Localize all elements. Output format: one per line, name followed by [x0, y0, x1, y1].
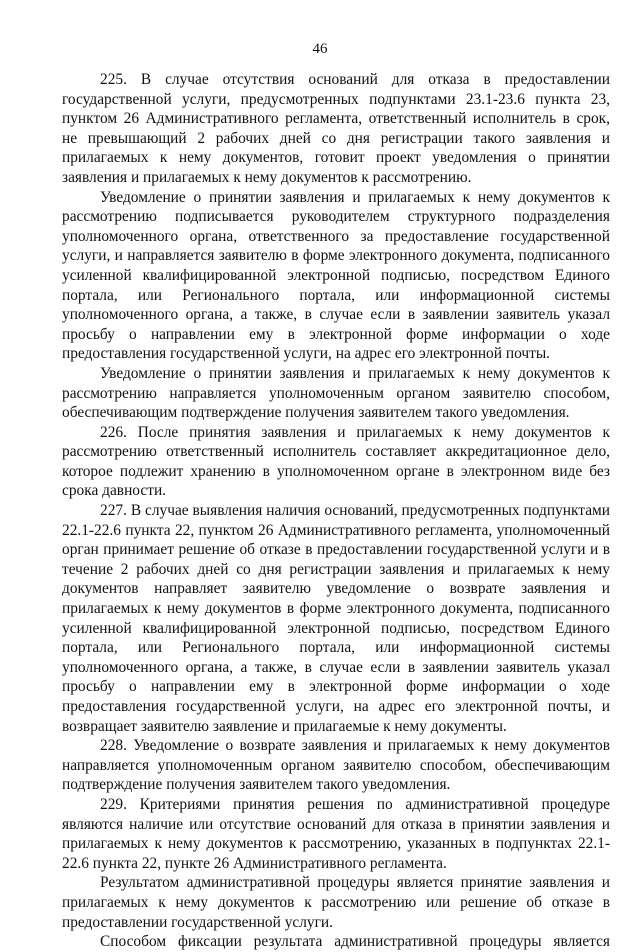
page-number: 46: [312, 41, 328, 57]
paragraph-notice-signing: Уведомление о принятии заявления и прилагаемых к нему документов к рассмотрению подписывается руководителем структурного подразделения уполномоченного органа, ответственного за предоставление государственной услуги, и направляется заявителю в форме электронного документа, подписанного усиленной квалифицированной электронной подписью, посредством Единого портала, или Регионального портала, или информационной системы уполномоченного органа, а также, в случае если в заявлении заявитель указал просьбу о направлении ему в электронной форме информации о ходе предоставления государственной услуги, на адрес его электронной почты.: [62, 188, 610, 363]
paragraph-228: 228. Уведомление о возврате заявления и прилагаемых к нему документов направляется уполномоченным органом заявителю способом, обеспечивающим подтверждение получения заявителем такого уведомления.: [62, 737, 610, 794]
paragraph-229: 229. Критериями принятия решения по административной процедуре являются наличие или отсутствие оснований для отказа в принятии заявления и прилагаемых к нему документов к рассмотрению, указанных в подпунктах 22.1-22.6 пункта 22, пункте 26 Административного регламента.: [62, 795, 610, 872]
paragraph-225: 225. В случае отсутствия оснований для отказа в предоставлении государственной услуги, предусмотренных подпунктами 23.1-23.6 пункта 23, пунктом 26 Административного регламента, ответственный исполнитель в срок, не превышающий 2 рабочих дней со дня регистрации такого заявления и прилагаемых к нему документов, готовит проект уведомления о принятии заявления и прилагаемых к нему документов к рассмотрению.: [62, 71, 610, 186]
paragraph-227: 227. В случае выявления наличия оснований, предусмотренных подпунктами 22.1-22.6 пункта 22, пунктом 26 Административного регламента, уполномоченный орган принимает решение об отказе в предоставлении государственной услуги и в течение 2 рабочих дней со дня регистрации заявления и прилагаемых к нему документов направляет заявителю уведомление о возврате заявления и прилагаемых к нему документов в форме электронного документа, подписанного усиленной квалифицированной электронной подписью, посредством Единого портала, или Регионального портала, или информационной системы уполномоченного органа, а также, в случае если в заявлении заявитель указал просьбу о направлении ему в электронной форме информации о ходе предоставления государственной услуги, на адрес его электронной почты, и возвращает заявителю заявление и прилагаемые к нему документы.: [62, 502, 610, 735]
document-body: [62, 70, 610, 952]
paragraph-notice-delivery: Уведомление о принятии заявления и прилагаемых к нему документов к рассмотрению направляется уполномоченным органом заявителю способом, обеспечивающим подтверждение получения заявителем такого уведомления.: [62, 364, 610, 422]
paragraph-result: Результатом административной процедуры является принятие заявления и прилагаемых к нему документов к рассмотрению или решение об отказе в предоставлении государственной услуги.: [62, 874, 610, 931]
paragraph-fixation: Способом фиксации результата административной процедуры является: [100, 933, 610, 951]
paragraph-226: 226. После принятия заявления и прилагаемых к нему документов к рассмотрению ответственный исполнитель составляет аккредитационное дело, которое подлежит хранению в уполномоченном органе в электронном виде без срока давности.: [62, 423, 610, 500]
